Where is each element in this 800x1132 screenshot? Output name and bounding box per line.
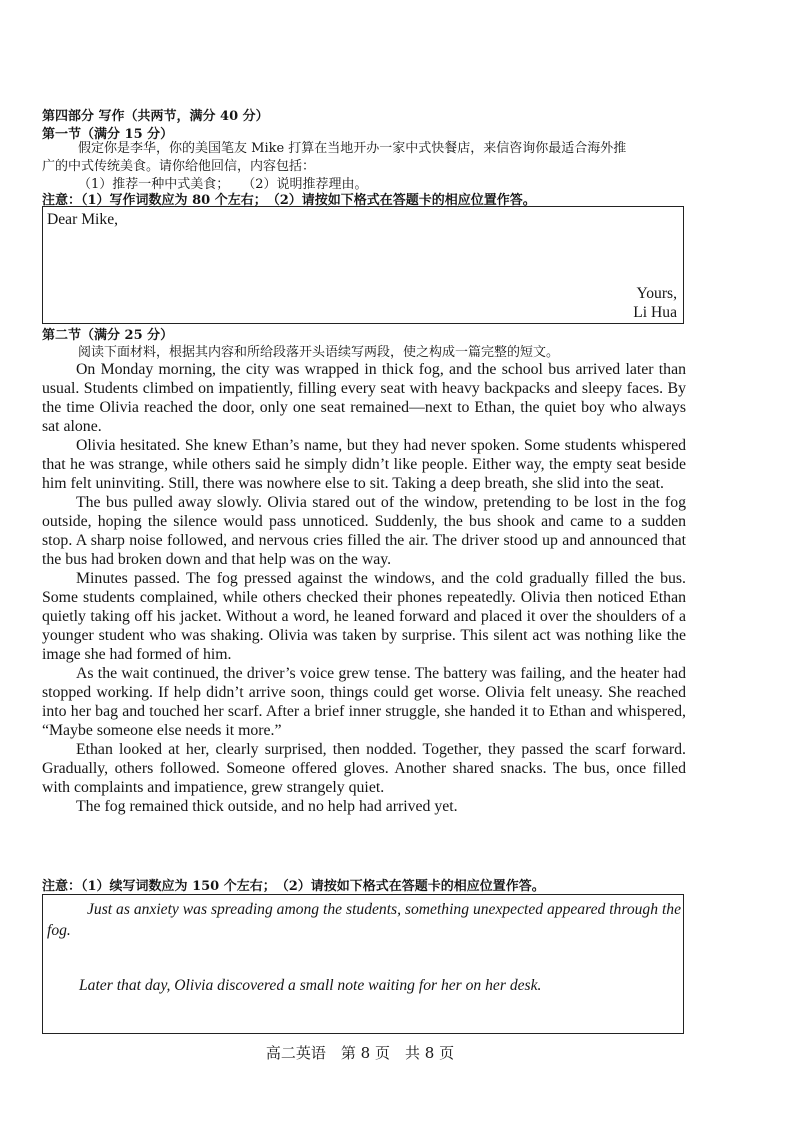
letter-answer-box xyxy=(42,206,684,324)
section1-points: （1）推荐一种中式美食； （2）说明推荐理由。 xyxy=(78,177,368,192)
paragraph-starter-2: Later that day, Olivia discovered a small note waiting for her on her desk. xyxy=(79,977,542,994)
letter-closing: Yours, xyxy=(636,285,677,302)
letter-signature: Li Hua xyxy=(633,304,677,321)
page-footer: 高二英语 第 8 页 共 8 页 xyxy=(265,1044,455,1062)
story-paragraph: On Monday morning, the city was wrapped in thick fog, and the school bus arrived later than usual. Students climbed on impatiently, filling every seat with heavy backpacks and sleepy faces. By the time Olivia reached the door, only one seat remained—next to Ethan, the quiet boy who always sat alone. xyxy=(42,361,686,435)
story-paragraph: Olivia hesitated. She knew Ethan’s name, but they had never spoken. Some students whispered that he was strange, while others said he simply didn’t like people. Either way, the empty seat beside him felt uninviting. Still, there was nowhere else to sit. Taking a deep breath, she slid into the seat. xyxy=(42,437,686,492)
section2-heading: 第二节（满分 25 分） xyxy=(42,328,174,343)
section2-note: 注意：（1）续写词数应为 150 个左右； （2）请按如下格式在答题卡的相应位置作答。 xyxy=(42,879,545,894)
story-paragraph: The fog remained thick outside, and no help had arrived yet. xyxy=(76,798,458,815)
paragraph-starter-1: Just as anxiety was spreading among the students, something unexpected appeared through the fog. xyxy=(47,901,681,939)
continuation-answer-box xyxy=(42,894,684,1034)
part-title: 第四部分 写作（共两节，满分 40 分） xyxy=(42,109,269,124)
story-paragraph: As the wait continued, the driver’s voice grew tense. The battery was failing, and the heater had stopped working. If help didn’t arrive soon, things could get worse. Olivia felt uneasy. She reached into her bag and touched her scarf. After a brief inner struggle, she handed it to Ethan and whispered, “Maybe someone else needs it more.” xyxy=(42,665,686,739)
section1-note: 注意：（1）写作词数应为 80 个左右； （2）请按如下格式在答题卡的相应位置作答。 xyxy=(42,193,536,208)
section1-heading: 第一节（满分 15 分） xyxy=(42,127,174,142)
story-passage xyxy=(42,360,686,816)
section1-prompt-line1: 假定你是李华，你的美国笔友 Mike 打算在当地开办一家中式快餐店，来信咨询你最适合海外推 xyxy=(78,141,627,156)
story-paragraph: Ethan looked at her, clearly surprised, then nodded. Together, they passed the scarf forward. Gradually, others followed. Someone offered gloves. Another shared snacks. The bus, once filled with complaints and impatience, grew strangely quiet. xyxy=(42,741,686,796)
letter-greeting: Dear Mike, xyxy=(47,211,119,228)
story-paragraph: The bus pulled away slowly. Olivia stared out of the window, pretending to be lost in the fog outside, hoping the silence would pass unnoticed. Suddenly, the bus shook and came to a sudden stop. A sharp noise followed, and nervous cries filled the air. The driver stood up and announced that the bus had broken down and that help was on the way. xyxy=(42,494,686,568)
section1-prompt-line2: 广的中式传统美食。请你给他回信，内容包括： xyxy=(42,159,316,174)
section2-instruction: 阅读下面材料，根据其内容和所给段落开头语续写两段，使之构成一篇完整的短文。 xyxy=(78,345,560,360)
story-paragraph: Minutes passed. The fog pressed against the windows, and the cold gradually filled the bus. Some students complained, while others checked their phones repeatedly. Olivia then noticed Ethan quietly taking off his jacket. Without a word, he leaned forward and placed it over the shoulders of a younger student who was shaking. Olivia was taken by surprise. This silent act was nothing like the image she had formed of him. xyxy=(42,570,686,663)
